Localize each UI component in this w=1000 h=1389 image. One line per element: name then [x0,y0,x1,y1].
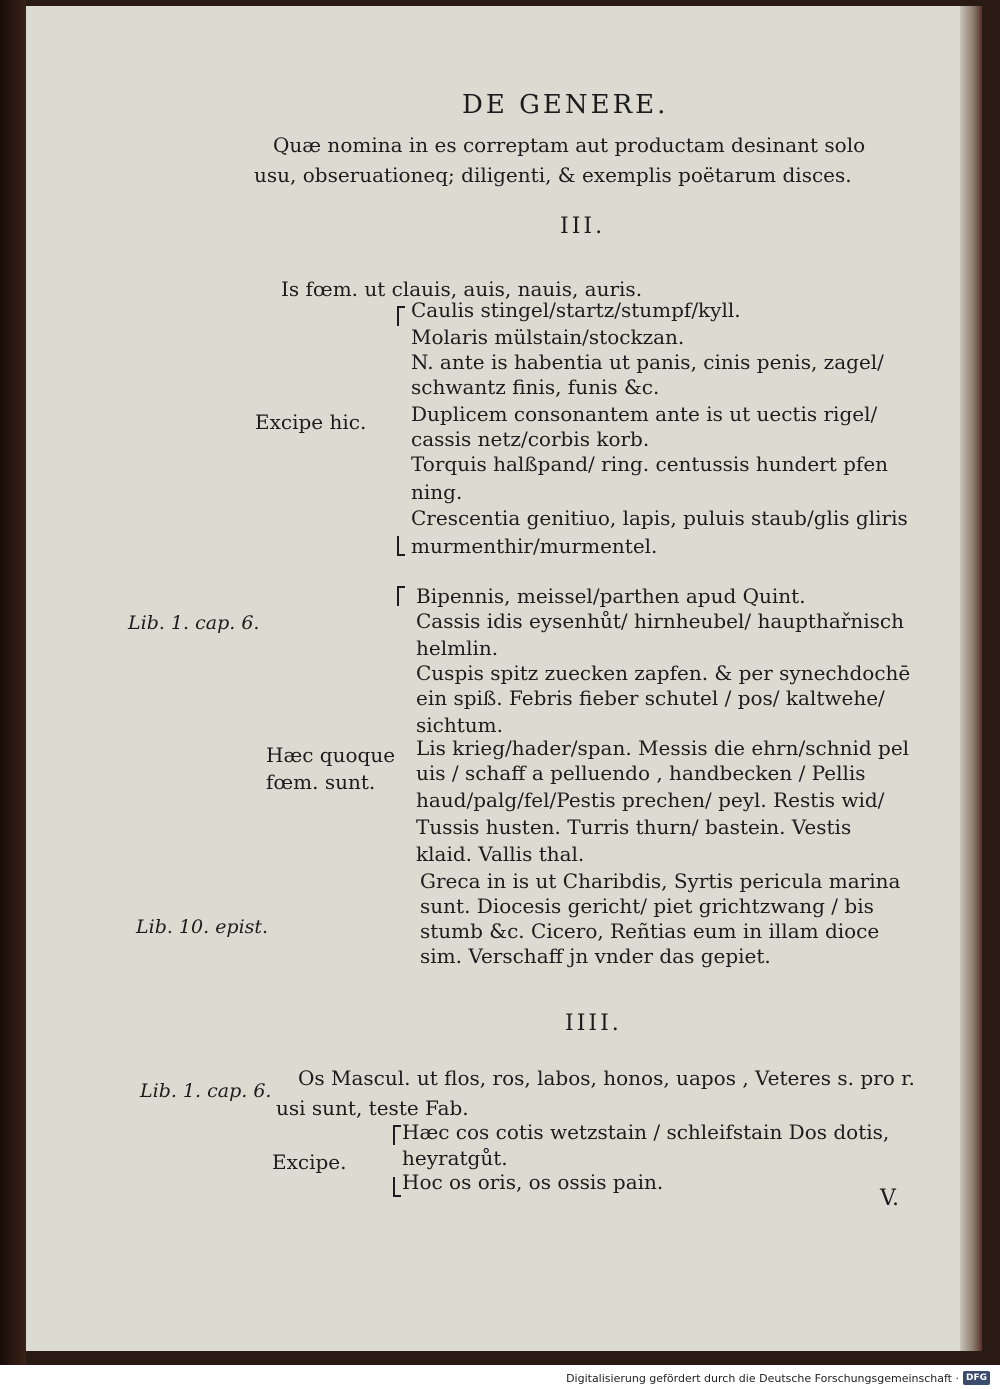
binding-edge [0,0,26,1365]
excipe-line: schwantz finis, funis &c. [411,375,660,399]
section4-excipe-line: Hoc os oris, os ossis pain. [402,1170,664,1194]
brace-bottom-3 [393,1177,401,1197]
haec-line: klaid. Vallis thal. [416,842,585,866]
excipe-line: Torquis halßpand/ ring. centussis hundert pfen [411,452,889,476]
excipe-line: murmenthir/murmentel. [411,534,658,558]
haec-label-2: fœm. sunt. [266,770,376,794]
section4-excipe-line: Hæc cos cotis wetzstain / schleifstain Dos dotis, [402,1120,890,1144]
digitization-footer [566,1368,990,1388]
margin-note: Lib. 1. cap. 6. [128,612,260,634]
catchword: V. [880,1186,900,1211]
brace-bottom-1 [397,536,405,556]
section4-excipe-label: Excipe. [272,1150,347,1174]
brace-top-3 [393,1125,401,1145]
intro-line-2: usu, obseruationeq; diligenti, & exemplis poëtarum disces. [254,163,852,187]
haec-line: Greca in is ut Charibdis, Syrtis pericula marina [420,869,901,893]
footer-text: Digitalisierung gefördert durch die Deutsche Forschungsgemeinschaft · [566,1371,959,1385]
page-edge-shadow [960,6,982,1351]
haec-line: ein spiß. Febris fieber schutel / pos/ kaltwehe/ [416,686,885,710]
excipe-line: Molaris mülstain/stockzan. [411,325,685,349]
section4-rule-line: Os Mascul. ut flos, ros, labos, honos, uapos , Veteres s. pro r. [298,1066,915,1090]
haec-label-1: Hæc quoque [266,743,396,767]
section3-rule: Is fœm. ut clauis, auis, nauis, auris. [281,277,643,301]
haec-line: Cassis idis eysenhůt/ hirnheubel/ haupthařnisch [416,609,904,633]
haec-line: sichtum. [416,713,503,737]
intro-line-1: Quæ nomina in es correptam aut productam desinant solo [273,133,866,157]
haec-line: uis / schaff a pelluendo , handbecken / Pellis [416,761,866,785]
section-number-3: III. [560,214,606,239]
haec-line: Cuspis spitz zuecken zapfen. & per synechdochē [416,661,911,685]
haec-line: Tussis husten. Turris thurn/ bastein. Vestis [416,815,852,839]
haec-line: Lis krieg/hader/span. Messis die ehrn/schnid pel [416,736,910,760]
haec-line: helmlin. [416,636,499,660]
excipe-line: ning. [411,480,463,504]
margin-note: Lib. 10. epist. [136,916,269,938]
excipe-label: Excipe hic. [255,410,367,434]
excipe-line: Caulis stingel/startz/stumpf/kyll. [411,298,741,322]
dfg-logo: DFG [963,1371,990,1385]
excipe-line: Crescentia genitiuo, lapis, puluis staub/glis gliris [411,506,908,530]
excipe-line: N. ante is habentia ut panis, cinis penis, zagel/ [411,350,884,374]
brace-top-2 [397,586,405,606]
haec-line: stumb &c. Cicero, Reñtias eum in illam dioce [420,919,880,943]
section4-excipe-line: heyratgůt. [402,1146,508,1170]
brace-top-1 [397,306,405,326]
haec-line: haud/palg/fel/Pestis prechen/ peyl. Restis wid/ [416,788,885,812]
margin-note: Lib. 1. cap. 6. [140,1080,272,1102]
haec-line: sunt. Diocesis gericht/ piet grichtzwang / bis [420,894,874,918]
page-heading: DE GENERE. [462,90,669,120]
section-number-4: IIII. [565,1011,622,1036]
section4-rule-line: usi sunt, teste Fab. [276,1096,469,1120]
haec-line: Bipennis, meissel/parthen apud Quint. [416,584,806,608]
haec-line: sim. Verschaff jn vnder das gepiet. [420,944,771,968]
excipe-line: cassis netz/corbis korb. [411,427,650,451]
excipe-line: Duplicem consonantem ante is ut uectis rigel/ [411,402,878,426]
